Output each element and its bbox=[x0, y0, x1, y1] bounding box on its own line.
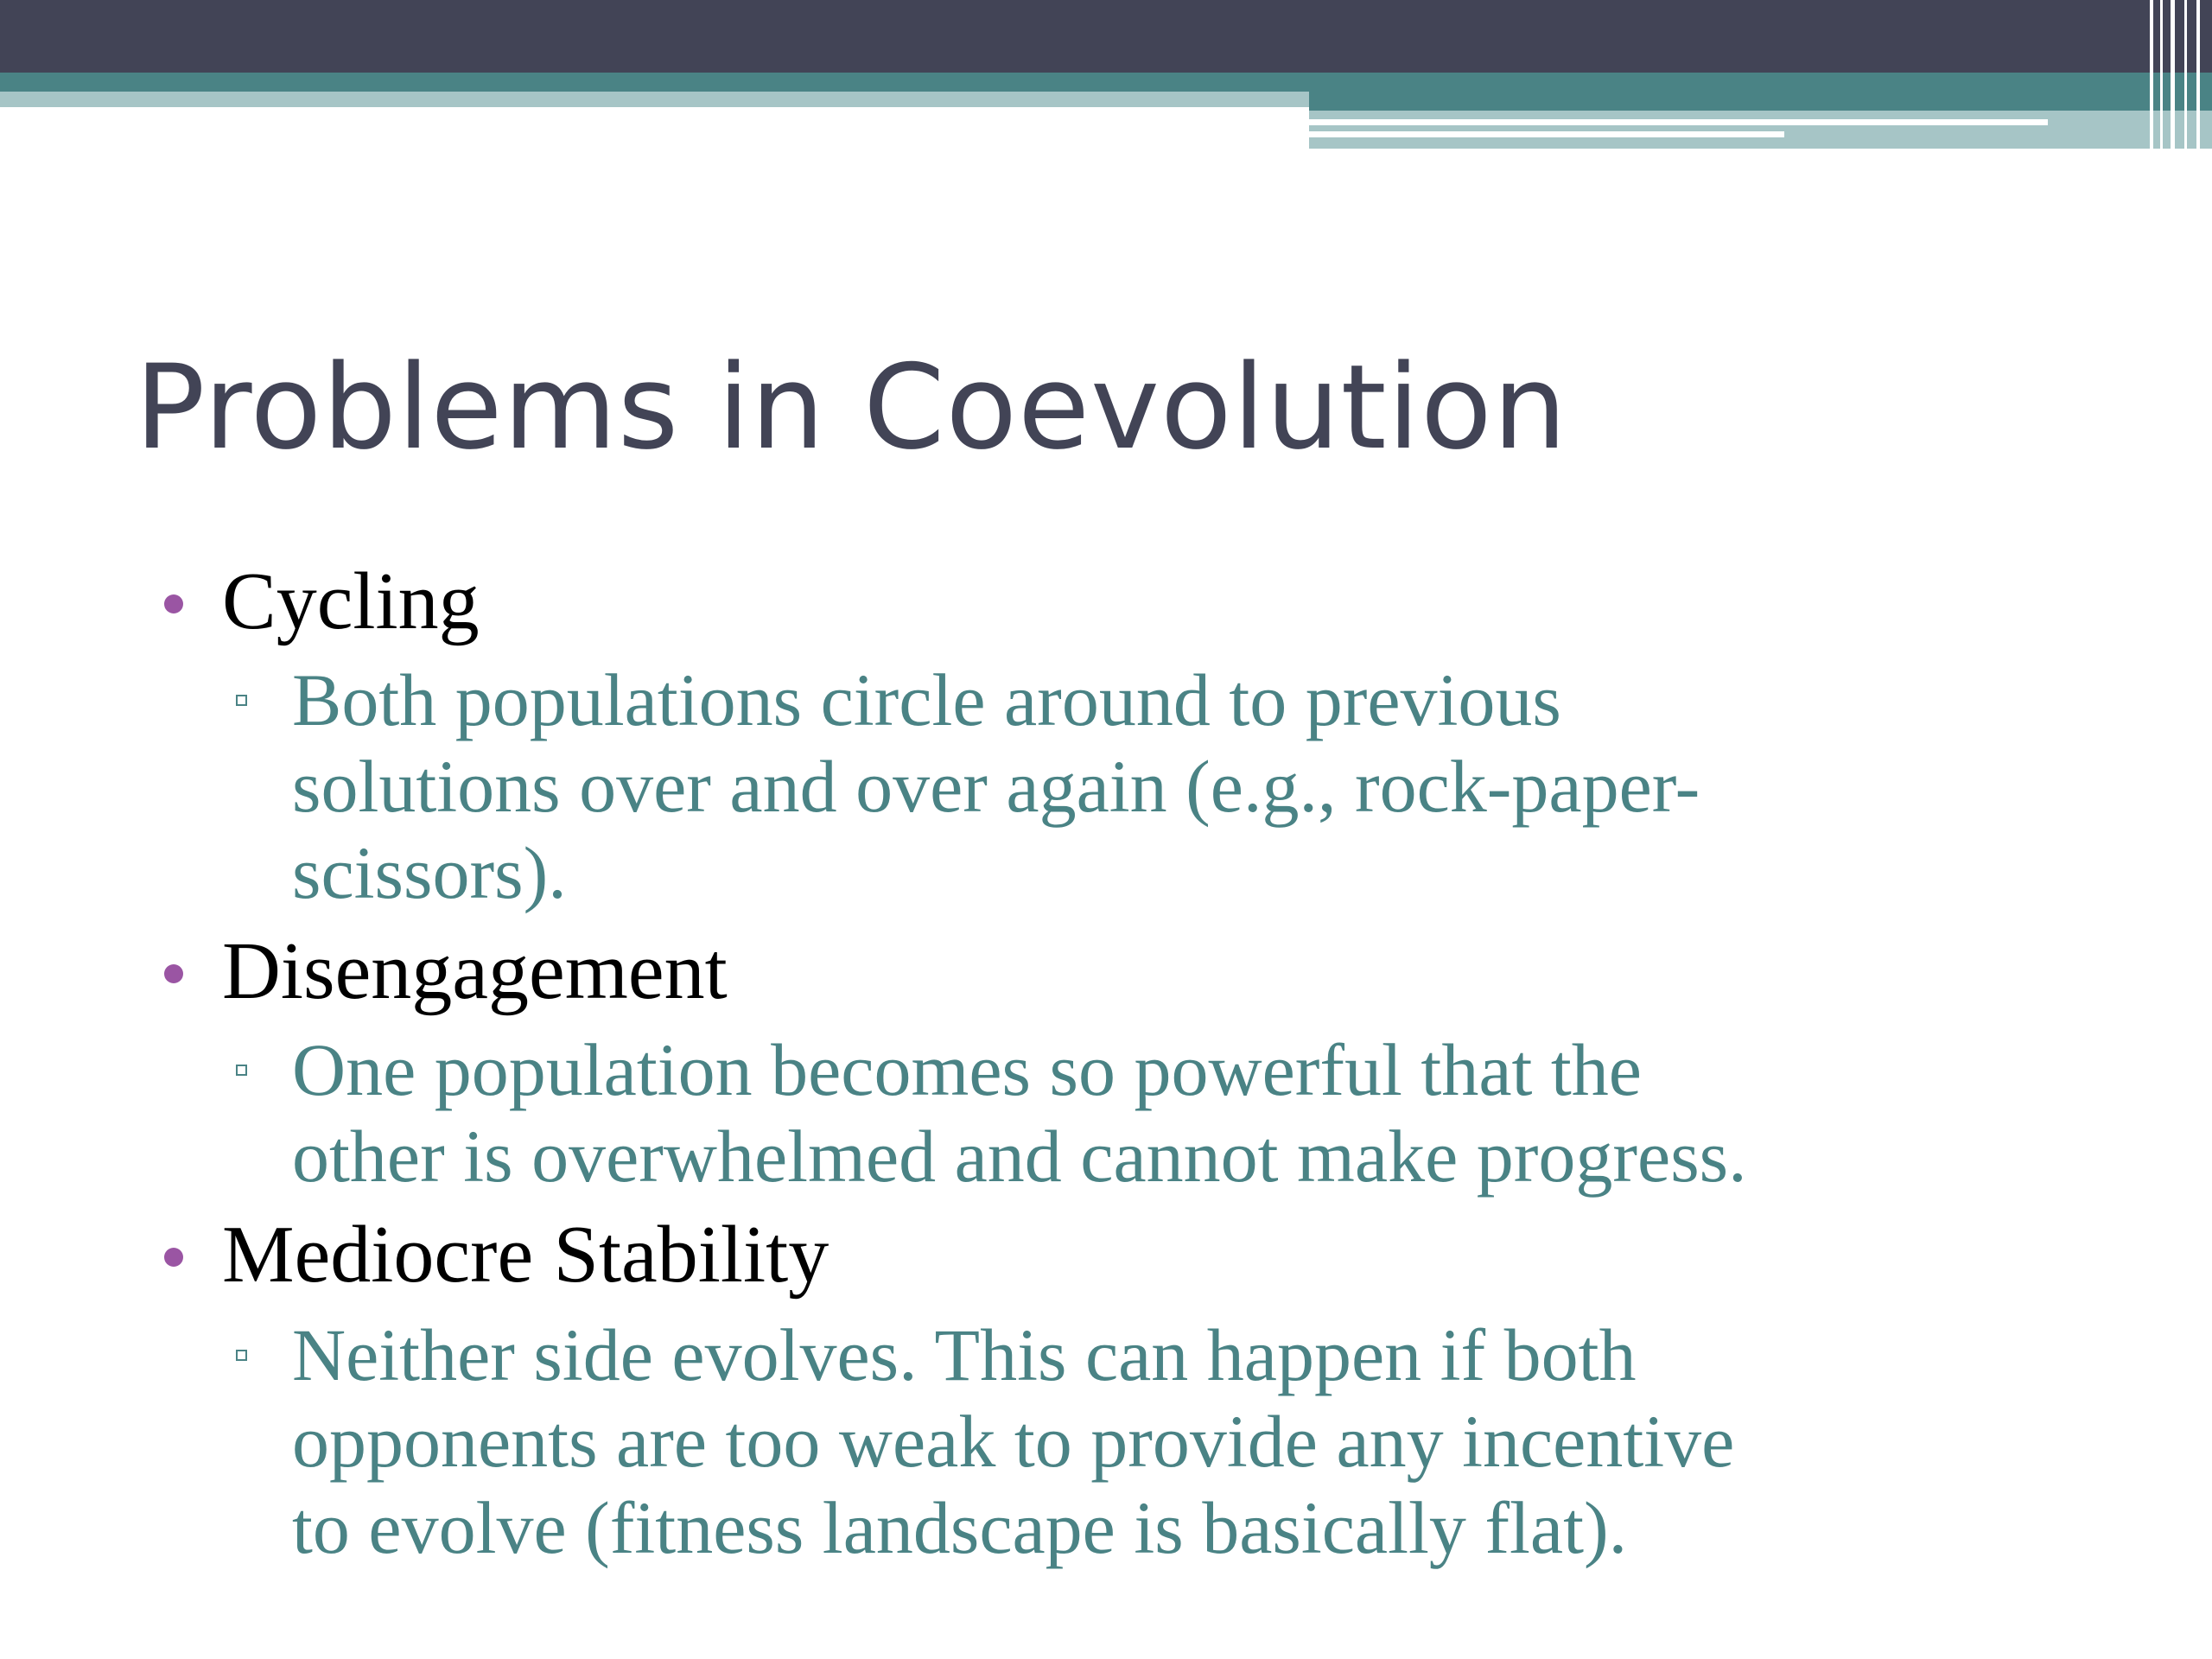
bullet-label: Cycling bbox=[222, 556, 480, 646]
square-bullet-icon bbox=[236, 1065, 247, 1076]
sub-item-mediocre-stability bbox=[292, 1312, 1734, 1571]
header-light-band-right bbox=[1309, 111, 2212, 149]
header-stripe bbox=[2196, 0, 2200, 149]
bullet-item-disengagement bbox=[222, 928, 728, 1014]
sub-line: solutions over and over again (e.g., rock-paper- bbox=[292, 745, 1700, 828]
sub-line: Neither side evolves. This can happen if both bbox=[292, 1313, 1637, 1396]
bullet-label: Disengagement bbox=[222, 926, 728, 1016]
bullet-label: Mediocre Stability bbox=[222, 1210, 830, 1300]
sub-line: Both populations circle around to previous bbox=[292, 658, 1561, 741]
header-stripe bbox=[2171, 0, 2175, 149]
header-dark-band bbox=[0, 0, 2212, 73]
slide-title: Problems in Coevolution bbox=[135, 340, 1568, 475]
header-stripe bbox=[2160, 0, 2163, 149]
header-white-line-1 bbox=[1309, 119, 2048, 125]
sub-line: other is overwhelmed and cannot make progress. bbox=[292, 1115, 1747, 1198]
bullet-dot-icon bbox=[164, 594, 183, 613]
sub-line: One population becomes so powerful that the bbox=[292, 1028, 1642, 1111]
header-stripe bbox=[2184, 0, 2187, 149]
header-stripe bbox=[2150, 0, 2153, 149]
header-white-line-2 bbox=[1309, 131, 1784, 137]
sub-item-disengagement bbox=[292, 1027, 1747, 1199]
bullet-item-cycling bbox=[222, 558, 480, 645]
sub-line: to evolve (fitness landscape is basically flat). bbox=[292, 1486, 1628, 1569]
header-teal-band-right bbox=[1309, 92, 2212, 111]
square-bullet-icon bbox=[236, 695, 247, 706]
sub-item-cycling bbox=[292, 657, 1700, 916]
header-teal-band bbox=[0, 73, 2212, 92]
bullet-item-mediocre-stability bbox=[222, 1211, 829, 1298]
sub-line: scissors). bbox=[292, 831, 567, 914]
sub-line: opponents are too weak to provide any incentive bbox=[292, 1400, 1735, 1483]
header-light-band-left bbox=[0, 92, 1309, 107]
bullet-dot-icon bbox=[164, 1248, 183, 1267]
bullet-dot-icon bbox=[164, 964, 183, 983]
square-bullet-icon bbox=[236, 1350, 247, 1361]
